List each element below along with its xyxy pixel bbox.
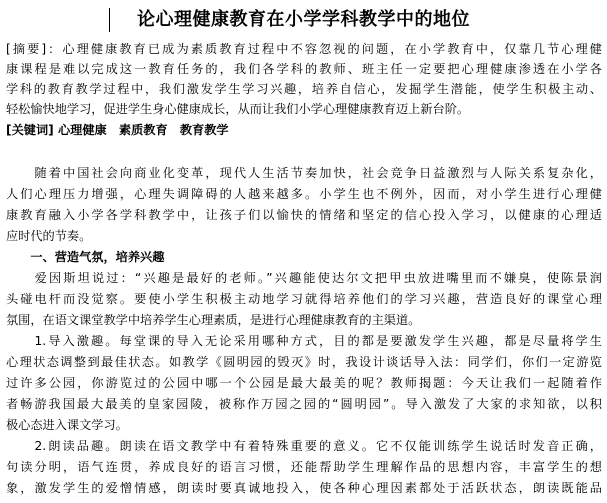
paragraph-line: 1.导入激趣。每堂课的导入无论采用哪种方式，目的都是要激发学生兴趣，都是尽量将学生 — [6, 334, 602, 348]
document-title: 论心理健康教育在小学学科教学中的地位 — [137, 9, 470, 30]
paragraph-line: 2.朗读品趣。朗读在语文教学中有着特殊重要的意义。它不仅能训练学生说话时发音正确， — [6, 439, 602, 453]
text-cursor — [109, 8, 110, 32]
paragraph-line: 头碰电杆而没觉察。要使小学生积极主动地学习就得培养他们的学习兴趣，营造良好的课堂心理 — [6, 292, 602, 306]
abstract-line: 学科的教育教学过程中，我们激发学生学习兴趣，培养自信心，发掘学生潜能，使学生积极主动、 — [6, 82, 602, 96]
paragraph-line: 氛围，在语文课堂教学中培养学生心理素质，是进行心理健康教育的主渠道。 — [6, 313, 421, 327]
section-heading: 一、营造气氛，培养兴趣 — [6, 250, 165, 264]
paragraph-line: 心理状态调整到最佳状态。如教学《圆明园的毁灭》时，我设计谈话导入法：同学们，你们一定游览 — [6, 355, 602, 369]
abstract-line: 轻松愉快地学习，促进学生身心健康成长，从而让我们小学心理健康教育迈上新台阶。 — [6, 102, 470, 116]
paragraph-line: 爱因斯坦说过：“兴趣是最好的老师。”兴趣能使达尔文把甲虫放进嘴里而不嫌臭，使陈景润 — [6, 271, 602, 285]
paragraph-line: 者畅游我国最大最美的皇家园陵，被称作万园之园的“圆明园”。导入激发了大家的求知欲，以积 — [6, 397, 602, 411]
abstract-line: 康课程是难以完成这一教育任务的，我们各学科的教师、班主任一定要把心理健康渗透在小学各 — [6, 62, 602, 76]
abstract-line: [摘要]：心理健康教育已成为素质教育过程中不容忽视的问题，在小学教育中，仅靠几节心理健 — [6, 42, 602, 56]
paragraph-line: 极心态进入课文学习。 — [6, 418, 128, 432]
intro-line: 人们心理压力增强，心理失调障碍的人越来越多。小学生也不例外，因而，对小学生进行心理健 — [6, 187, 602, 201]
intro-line: 应时代的节奏。 — [6, 229, 92, 243]
intro-line: 康教育融入小学各学科教学中，让孩子们以愉快的情绪和坚定的信心投入学习，以健康的心理适 — [6, 208, 602, 222]
paragraph-line: 象，激发学生的爱憎情感，朗读时要真诚地投入，使各种心理因素都处于活跃状态，朗读既能品 — [6, 481, 602, 495]
intro-line: 随着中国社会向商业化变革，现代人生活节奏加快，社会竞争日益激烈与人际关系复杂化， — [6, 166, 602, 180]
paragraph-line: 句读分明，语气连贯，养成良好的语言习惯，还能帮助学生理解作品的思想内容，丰富学生的想 — [6, 460, 602, 474]
paragraph-line: 过许多公园，你游览过的公园中哪一个公园是最大最美的呢？教师揭题：今天让我们一起随着作 — [6, 376, 602, 390]
keywords-line: [关键词] 心理健康 素质教育 教育教学 — [6, 123, 229, 137]
